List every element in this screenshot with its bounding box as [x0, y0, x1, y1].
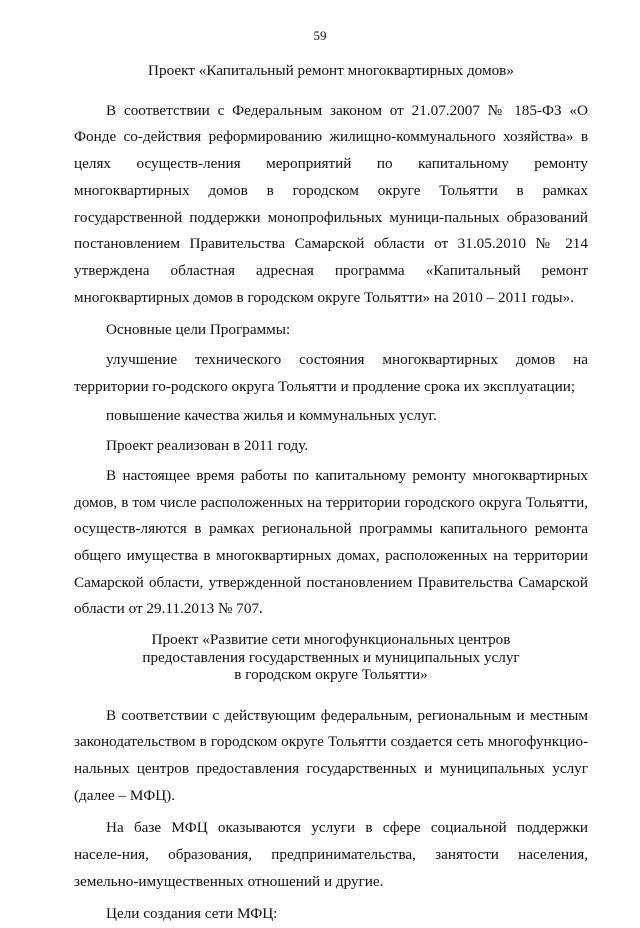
paragraph-mfc-services: На базе МФЦ оказываются услуги в сфере социальной поддержки населе-ния, образования, предпринимательства, занятости населения, земельно-имущественных отношений и другие.	[74, 819, 588, 890]
section-title-mfc	[74, 631, 588, 684]
paragraph-goal-1: улучшение технического состояния многоквартирных домов на территории го-родского округа Тольятти и продление срока их эксплуатации;	[74, 351, 588, 395]
page-content	[74, 58, 588, 928]
section-title-mfc-line-1: Проект «Развитие сети многофункциональных центров	[151, 631, 511, 649]
paragraph-goal-2: повышение качества жилья и коммунальных услуг.	[106, 407, 437, 425]
paragraph-mfc-goals-heading: Цели создания сети МФЦ:	[106, 905, 278, 923]
paragraph-mfc-intro: В соответствии с действующим федеральным, региональным и местным законодательством в городском округе Тольятти создается сеть многофункцио-нальных центров предоставления государственных и муниципальных услуг (далее – МФЦ).	[74, 706, 588, 804]
page-number: 59	[313, 28, 327, 43]
section-title-mfc-line-3: в городском округе Тольятти»	[234, 666, 428, 684]
section-title-capital-repair: Проект «Капитальный ремонт многоквартирных домов»	[148, 62, 514, 79]
paragraph-capital-repair-intro: В соответствии с Федеральным законом от 21.07.2007 № 185-ФЗ «О Фонде со-действия реформированию жилищно-коммунального хозяйства» в целях осуществ-ления мероприятий по капитальному ремонту многоквартирных домов в городском округе Тольятти в рамках государственной поддержки монопрофильных муници-пальных образований постановлением Правительства Самарской области от 31.05.2010 № 214 утверждена областная адресная программа «Капитальный ремонт многоквартирных домов в городском округе Тольятти» на 2010 – 2011 годы».	[74, 101, 588, 306]
section-title-mfc-line-2: предоставления государственных и муниципальных услуг	[142, 648, 520, 666]
paragraph-goals-heading: Основные цели Программы:	[106, 321, 291, 339]
paragraph-implemented: Проект реализован в 2011 году.	[106, 437, 309, 455]
paragraph-current-works: В настоящее время работы по капитальному ремонту многоквартирных домов, в том числе расположенных на территории городского округа Тольятти, осуществ-ляются в рамках региональной программы капитального ремонта общего имущества в многоквартирных домах, расположенных на территории Самарской области, утвержденной постановлением Правительства Самарской области от 29.11.2013 № 707.	[74, 466, 588, 618]
